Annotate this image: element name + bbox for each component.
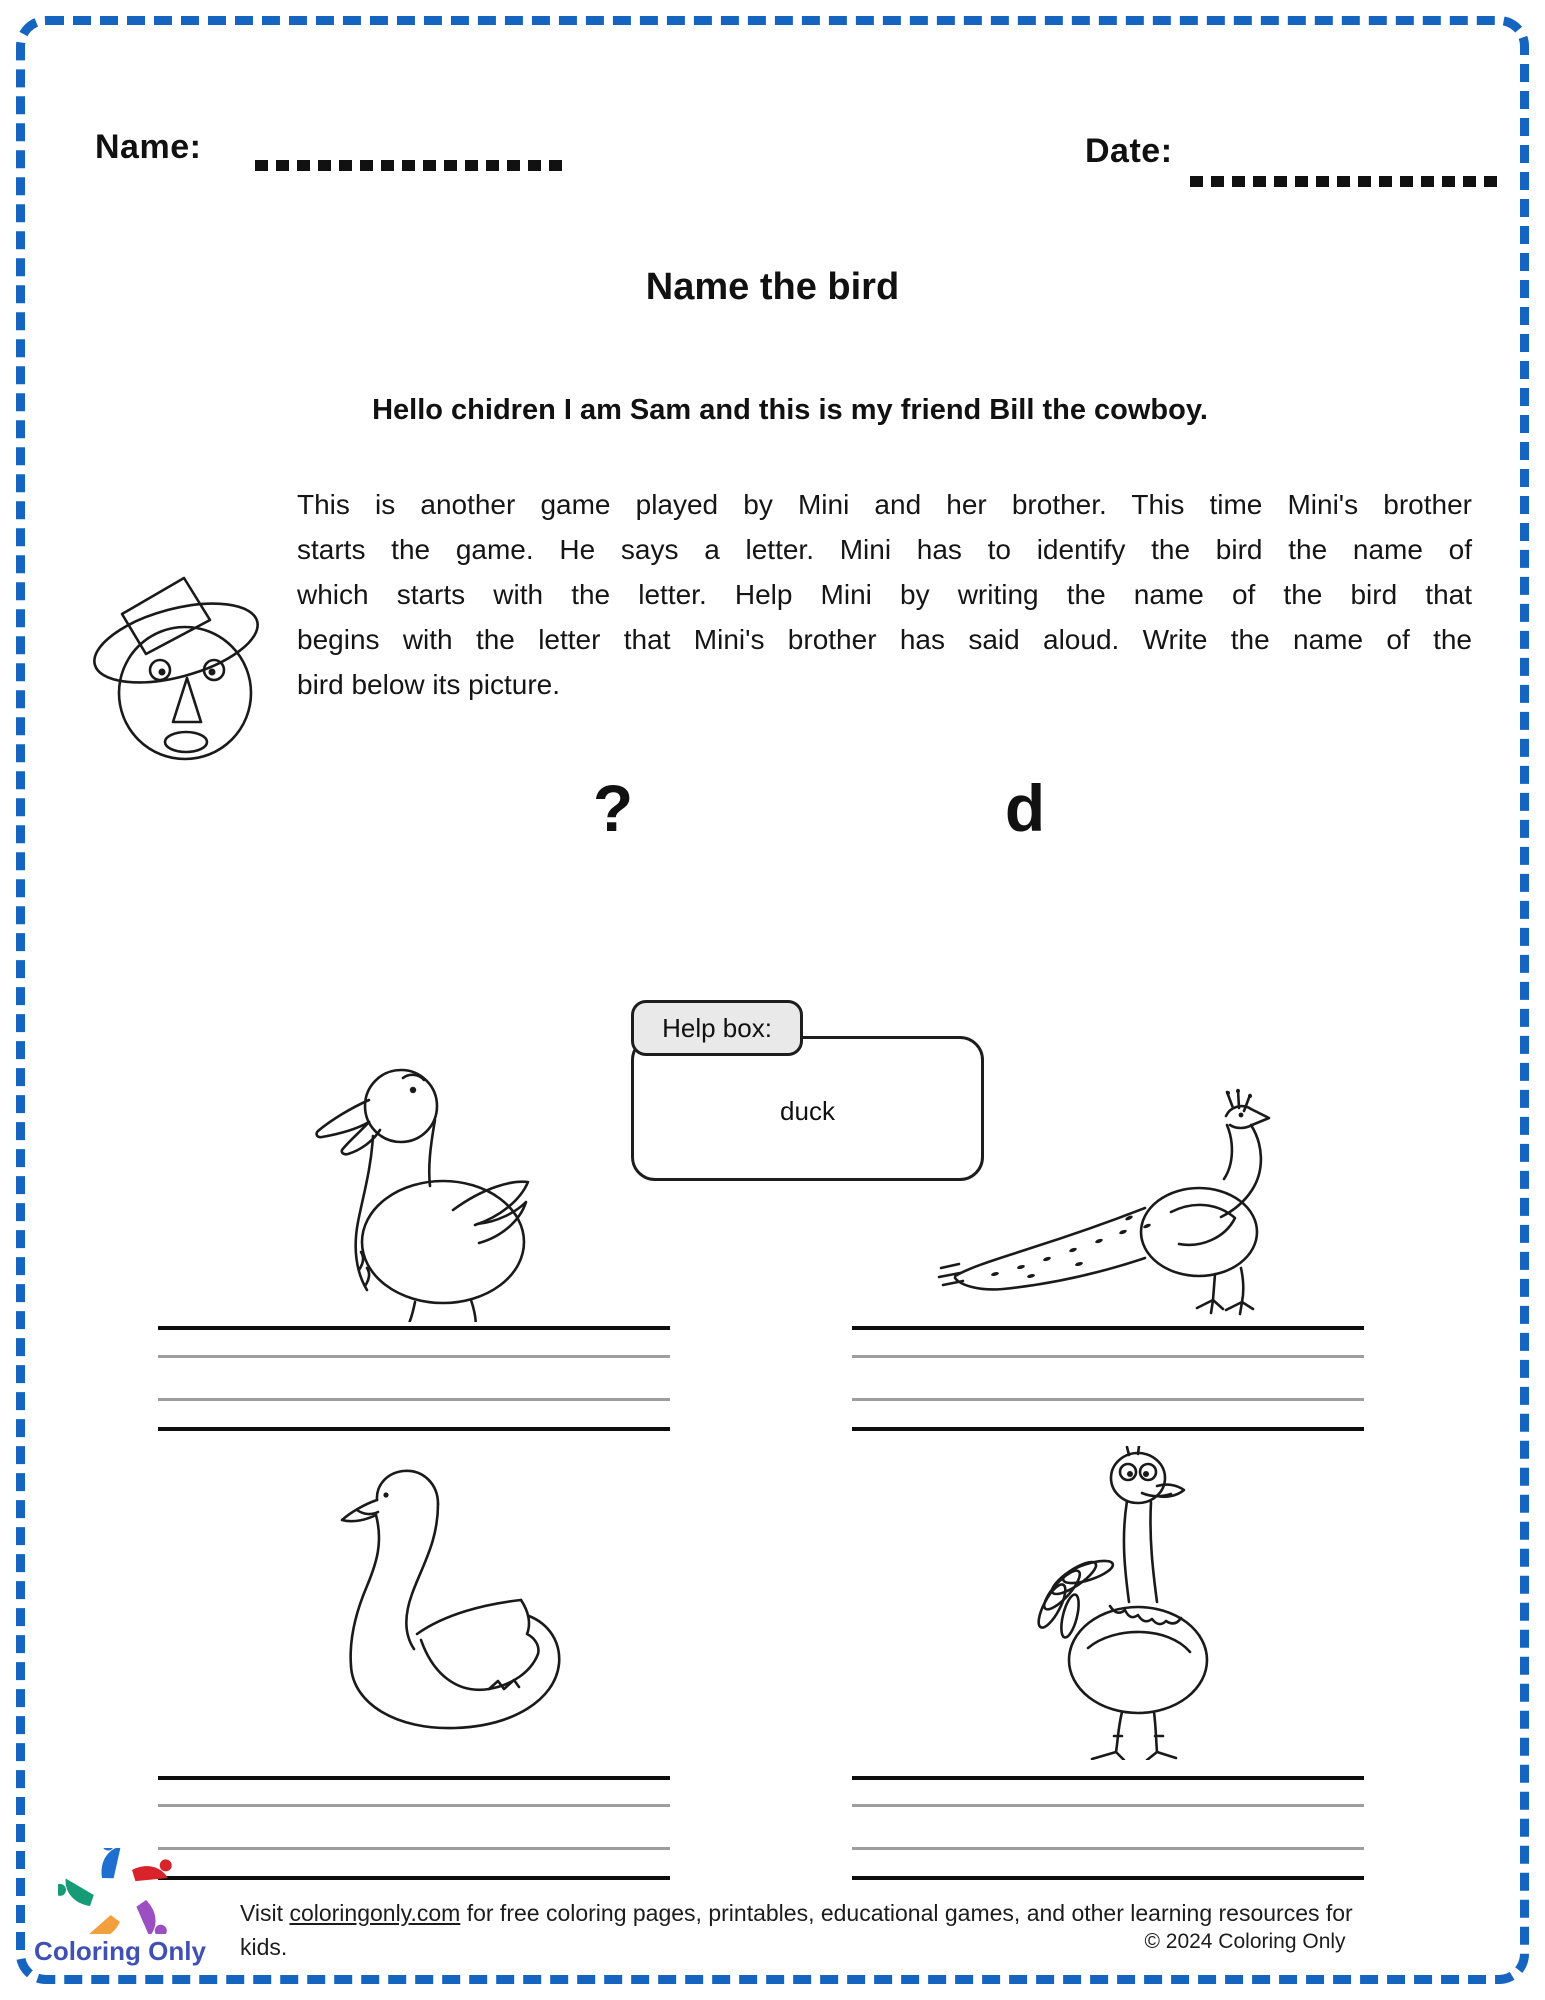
logo-text: Coloring Only	[34, 1936, 206, 1966]
writing-lines-bottom-left	[158, 1776, 670, 1882]
coloring-only-logo-icon	[58, 1848, 180, 1934]
writing-line	[158, 1804, 670, 1807]
writing-line	[158, 1847, 670, 1850]
writing-line	[158, 1355, 670, 1358]
writing-line	[158, 1427, 670, 1431]
intro-text: Hello chidren I am Sam and this is my friend Bill the cowboy.	[372, 394, 1208, 426]
writing-line	[852, 1804, 1364, 1807]
prompt-letter-right: d	[1004, 771, 1046, 845]
cowboy-face-icon	[88, 548, 263, 766]
writing-line	[158, 1776, 670, 1780]
writing-lines-top-left	[158, 1326, 670, 1432]
instructions-line: bird below its picture.	[297, 669, 561, 700]
writing-line	[852, 1355, 1364, 1358]
instructions-line: which starts with the letter. Help Mini by writing the name of the bird that	[297, 579, 1472, 610]
writing-line	[852, 1326, 1364, 1330]
peacock-illustration	[933, 1086, 1305, 1318]
swan-illustration	[333, 1458, 565, 1742]
writing-line	[158, 1398, 670, 1401]
writing-line	[852, 1427, 1364, 1431]
ostrich-illustration	[1026, 1446, 1244, 1760]
date-label: Date:	[1085, 132, 1173, 170]
visit-text-line2: kids.	[240, 1934, 288, 1960]
coloringonly-link[interactable]: coloringonly.com	[289, 1900, 461, 1926]
instructions-line: begins with the letter that Mini's brother has said aloud. Write the name of the	[297, 624, 1472, 655]
writing-line	[158, 1326, 670, 1330]
name-dotted-line	[255, 160, 569, 171]
copyright-text: © 2024 Coloring Only	[1144, 1930, 1346, 1953]
writing-line	[852, 1847, 1364, 1850]
date-dotted-line	[1190, 176, 1498, 187]
writing-line	[852, 1776, 1364, 1780]
help-box-answer: duck	[780, 1096, 835, 1126]
instructions-line: starts the game. He says a letter. Mini has to identify the bird the name of	[297, 534, 1472, 565]
prompt-letter-left: ?	[592, 771, 634, 845]
page-title: Name the bird	[645, 266, 900, 308]
instructions-paragraph	[297, 482, 1472, 707]
name-label: Name:	[95, 128, 202, 166]
writing-line	[158, 1876, 670, 1880]
instructions-line: This is another game played by Mini and her brother. This time Mini's brother	[297, 489, 1472, 520]
help-box-tab: Help box:	[631, 1000, 803, 1056]
writing-lines-top-right	[852, 1326, 1364, 1432]
duck-illustration	[303, 1060, 533, 1322]
visit-text-prefix: Visit	[240, 1900, 290, 1926]
writing-line	[852, 1876, 1364, 1880]
visit-text-suffix: for free coloring pages, printables, educational games, and other learning resources for	[460, 1900, 1353, 1926]
writing-line	[852, 1398, 1364, 1401]
writing-lines-bottom-right	[852, 1776, 1364, 1882]
